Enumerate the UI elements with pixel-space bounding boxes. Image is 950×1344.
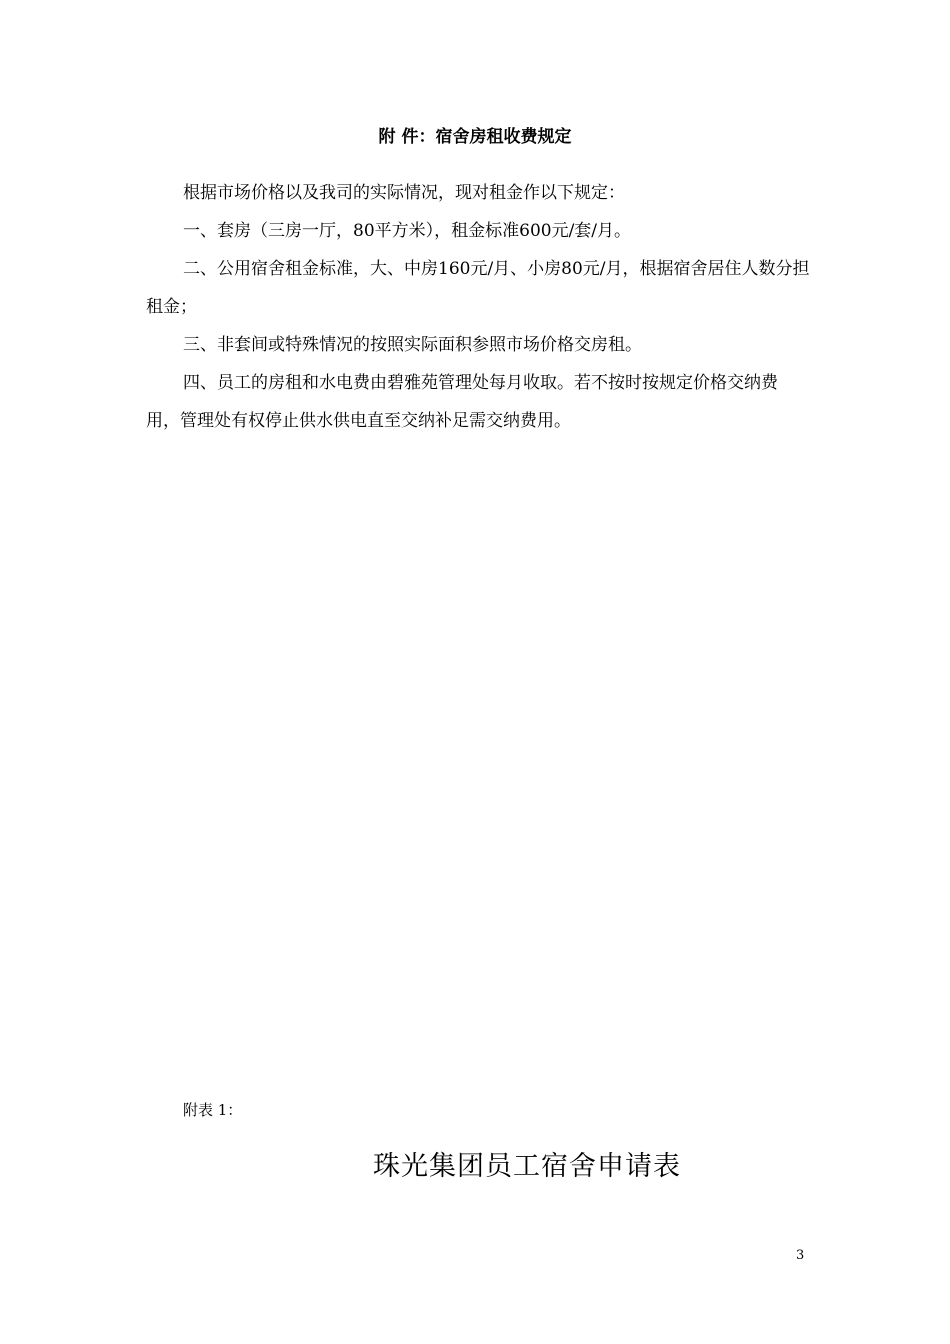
paragraph-item-2: 二、公用宿舍租金标准，大、中房160元/月、小房80元/月，根据宿舍居住人数分担租金； xyxy=(146,259,810,317)
document-title: 附 件：宿舍房租收费规定 xyxy=(378,127,572,147)
appendix-label: 附表 1： xyxy=(183,1101,243,1119)
page-number: 3 xyxy=(796,1248,805,1263)
form-title: 珠光集团员工宿舍申请表 xyxy=(373,1151,681,1182)
paragraph-item-3: 三、非套间或特殊情况的按照实际面积参照市场价格交房租。 xyxy=(183,335,642,355)
paragraph-item-1: 一、套房（三房一厅，80平方米），租金标准600元/套/月。 xyxy=(183,221,632,241)
paragraph-intro: 根据市场价格以及我司的实际情况，现对租金作以下规定： xyxy=(183,183,625,203)
paragraph-item-4: 四、员工的房租和水电费由碧雅苑管理处每月收取。若不按时按规定价格交纳费用，管理处有权停止供水供电直至交纳补足需交纳费用。 xyxy=(146,373,778,431)
document-body xyxy=(146,174,810,440)
